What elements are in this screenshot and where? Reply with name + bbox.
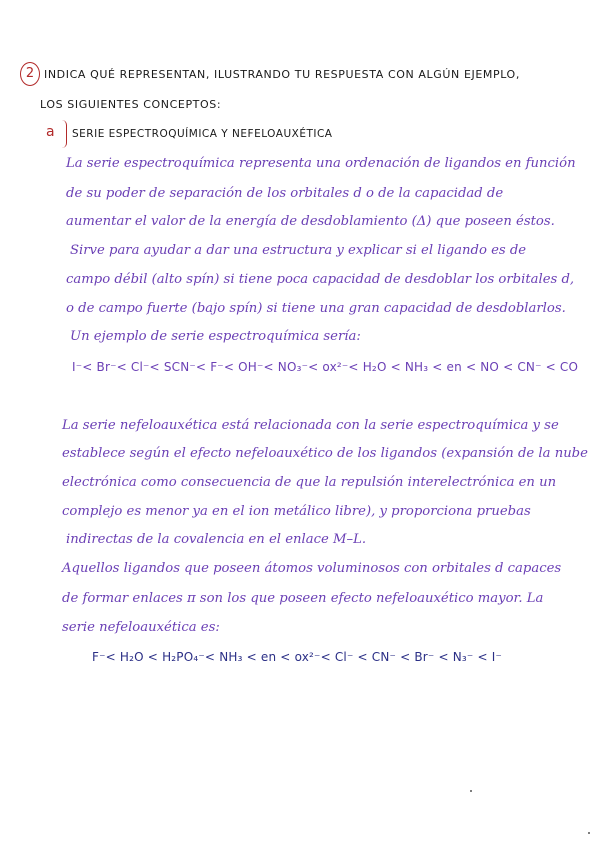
subsection-a-parenthesis	[62, 120, 67, 148]
subsection-a-letter: a	[46, 124, 55, 140]
paragraph-line: serie nefeloauxética es:	[62, 620, 220, 635]
question-number-circle: 2	[20, 62, 40, 86]
paragraph-line: Sirve para ayudar a dar una estructura y explicar si el ligando es de	[70, 243, 527, 258]
paragraph-line: de formar enlaces π son los que poseen efecto nefeloauxético mayor. La	[62, 591, 544, 606]
paragraph-line: Un ejemplo de serie espectroquímica sería:	[70, 329, 361, 344]
spectrochemical-series-formula: I⁻< Br⁻< Cl⁻< SCN⁻< F⁻< OH⁻< NO₃⁻< ox²⁻< H₂O < NH₃ < en < NO < CN⁻ < CO	[72, 360, 579, 374]
paragraph-line: electrónica como consecuencia de que la repulsión interelectrónica en un	[62, 475, 557, 490]
paragraph-line: aumentar el valor de la energía de desdoblamiento (Δ) que poseen éstos.	[66, 214, 555, 229]
paragraph-line: establece según el efecto nefeloauxético de los ligandos (expansión de la nube	[62, 446, 588, 461]
paper-speck	[470, 790, 472, 792]
subsection-a-title: SERIE ESPECTROQUÍMICA Y NEFELOAUXÉTICA	[72, 128, 333, 140]
paragraph-line: Aquellos ligandos que poseen átomos voluminosos con orbitales d capaces	[62, 561, 562, 576]
paragraph-line: campo débil (alto spín) si tiene poca capacidad de desdoblar los orbitales d,	[66, 272, 575, 287]
paragraph-line: o de campo fuerte (bajo spín) si tiene una gran capacidad de desdoblarlos.	[66, 301, 566, 316]
nephelauxetic-series-formula: F⁻< H₂O < H₂PO₄⁻< NH₃ < en < ox²⁻< Cl⁻ < CN⁻ < Br⁻ < N₃⁻ < I⁻	[92, 650, 503, 664]
paragraph-line: indirectas de la covalencia en el enlace M–L.	[66, 532, 367, 547]
question-text-line-1: INDICA QUÉ REPRESENTAN, ILUSTRANDO TU RESPUESTA CON ALGÚN EJEMPLO,	[44, 68, 520, 81]
paragraph-line: de su poder de separación de los orbitales d o de la capacidad de	[66, 186, 504, 201]
paragraph-line: complejo es menor ya en el ion metálico libre), y proporciona pruebas	[62, 504, 531, 519]
paper-speck	[588, 832, 590, 834]
paragraph-line: La serie nefeloauxética está relacionada con la serie espectroquímica y se	[62, 418, 559, 433]
question-text-line-2: LOS SIGUIENTES CONCEPTOS:	[40, 98, 222, 111]
paragraph-line: La serie espectroquímica representa una ordenación de ligandos en función	[66, 156, 576, 171]
